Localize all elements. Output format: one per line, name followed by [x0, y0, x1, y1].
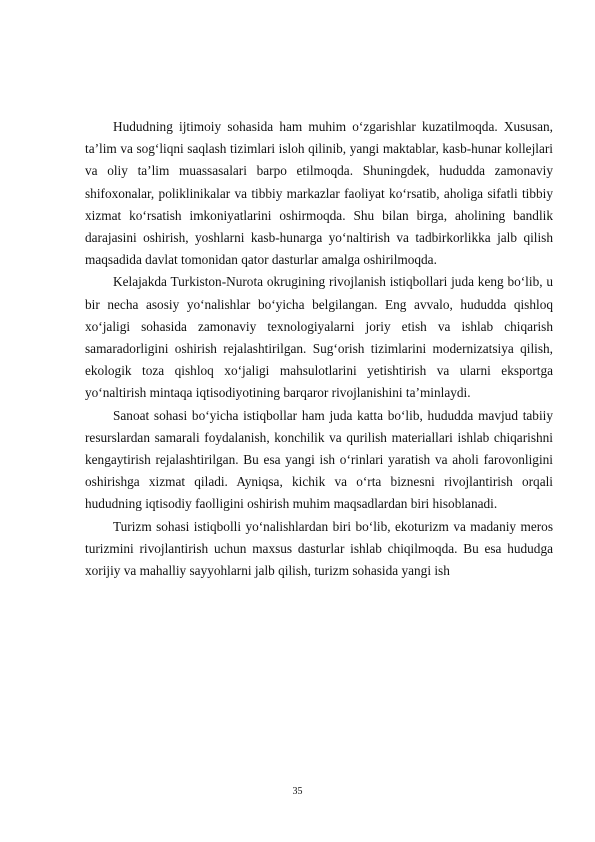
body-text: [85, 116, 553, 582]
paragraph-development-prospects: Kelajakda Turkiston-Nurota okrugining rivojlanish istiqbollari juda keng bo‘lib, u bir necha asosiy yo‘nalishlar bo‘yicha belgilangan. Eng avvalo, hududda qishloq xo‘jaligi sohasida zamonaviy texnologiyalarni joriy etish va ishlab chiqarish samaradorligini oshirish rejalashtirilgan. Sug‘orish tizimlarini modernizatsiya qilish, ekologik toza qishloq xo‘jaligi mahsulotlarini yetishtirish va ularni eksportga yo‘naltirish mintaqa iqtisodiyotining barqaror rivojlanishini ta’minlaydi.: [85, 274, 553, 401]
paragraph-industry: Sanoat sohasi bo‘yicha istiqbollar ham juda katta bo‘lib, hududda mavjud tabiiy resurslardan samarali foydalanish, konchilik va qurilish materiallari ishlab chiqarishni kengaytirish rejalashtirilgan. Bu esa yangi ish o‘rinlari yaratish va aholi farovonligini oshirishga xizmat qiladi. Ayniqsa, kichik va o‘rta biznesni rivojlantirish orqali hududning iqtisodiy faolligini oshirish muhim maqsadlardan biri hisoblanadi.: [85, 407, 553, 512]
paragraph-social-sphere: Hududning ijtimoiy sohasida ham muhim o‘zgarishlar kuzatilmoqda. Xususan, ta’lim va sog‘liqni saqlash tizimlari isloh qilinib, yangi maktablar, kasb-hunar kollejlari va oliy ta’lim muassasalari barpo etilmoqda. Shuningdek, hududda zamonaviy shifoxonalar, poliklinikalar va tibbiy markazlar faoliyat ko‘rsatib, aholiga sifatli tibbiy xizmat ko‘rsatish imkoniyatlarini oshirmoqda. Shu bilan birga, aholining bandlik darajasini oshirish, yoshlarni kasb-hunarga yo‘naltirish va tadbirkorlikka jalb qilish maqsadida davlat tomonidan qator dasturlar amalga oshirilmoqda.: [85, 119, 553, 268]
paragraph-tourism: Turizm sohasi istiqbolli yo‘nalishlardan biri bo‘lib, ekoturizm va madaniy meros turizmini rivojlantirish uchun maxsus dasturlar ishlab chiqilmoqda. Bu esa hududga xorijiy va mahalliy sayyohlarni jalb qilish, turizm sohasida yangi ish: [85, 518, 553, 579]
page-number: 35: [292, 786, 303, 797]
